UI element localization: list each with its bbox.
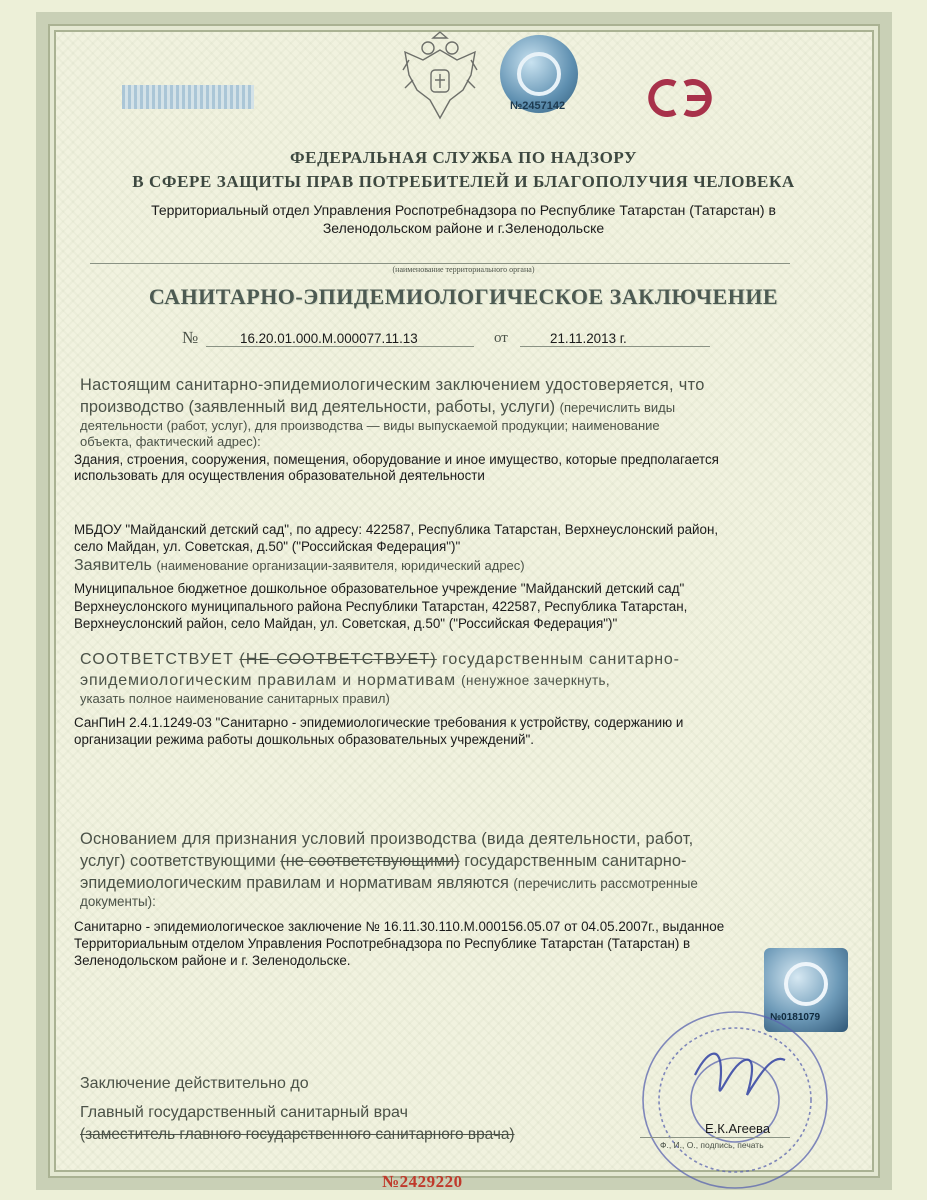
activity-line2: использовать для осуществления образовательной деятельности — [74, 468, 485, 483]
applicant-line3: Верхнеуслонский район, село Майдан, ул. Советская, д.50" ("Российская Федерация")" — [74, 616, 618, 631]
territorial-caption: (наименование территориального органа) — [392, 265, 535, 274]
intro-line3: деятельности (работ, услуг), для производства — виды выпускаемой продукции; наименование — [80, 418, 660, 433]
agency-name-line1: ФЕДЕРАЛЬНАЯ СЛУЖБА ПО НАДЗОРУ — [289, 148, 638, 167]
conformity-line2-note: (ненужное зачеркнуть, — [461, 673, 611, 688]
basis-doc-line3: Зеленодольском районе и г. Зеленодольске. — [74, 953, 351, 968]
conformity-line2 — [80, 672, 610, 690]
basis-line3 — [80, 874, 698, 893]
form-serial-number: №2429220 — [382, 1172, 463, 1191]
chief-doctor-label: Главный государственный санитарный врач — [80, 1104, 408, 1121]
not-complies-text: (НЕ СООТВЕТСТВУЕТ) — [239, 651, 437, 668]
conformity-line1 — [80, 651, 680, 669]
signer-caption: Ф., И., О., подпись, печать — [660, 1140, 764, 1150]
conformity-line3: указать полное наименование санитарных правил) — [80, 691, 390, 706]
territorial-underline — [90, 263, 790, 264]
basis-line2 — [80, 852, 686, 871]
hologram-top-code: №2457142 — [510, 100, 566, 112]
intro-line2-note: (перечислить виды — [559, 400, 676, 415]
applicant-line2: Верхнеуслонского муниципального района Республики Татарстан, 422587, Республика Татарстан, — [74, 599, 688, 614]
date-underline — [520, 346, 710, 347]
rules-line2: организации режима работы дошкольных образовательных учреждений". — [74, 732, 534, 747]
applicant-note: (наименование организации-заявителя, юридический адрес) — [156, 558, 525, 573]
complies-text: СООТВЕТСТВУЕТ — [80, 651, 235, 668]
valid-until-label: Заключение действительно до — [80, 1075, 309, 1092]
official-stamp-icon — [635, 1005, 835, 1195]
basis-doc-line1: Санитарно - эпидемиологическое заключение № 16.11.30.110.M.000156.05.07 от 04.05.2007г., выданное — [74, 919, 725, 934]
basis-line3-note: (перечислить рассмотренные — [513, 876, 698, 891]
basis-line2-a: услуг) соответствующими — [80, 852, 276, 870]
signer-name: Е.К.Агеева — [705, 1121, 771, 1136]
signer-underline — [640, 1137, 790, 1138]
document-date: 21.11.2013 г. — [550, 331, 627, 346]
serial-strip — [122, 85, 254, 109]
intro-line1: Настоящим санитарно-эпидемиологическим заключением удостоверяется, что — [80, 376, 705, 394]
territorial-line2: Зеленодольском районе и г.Зеленодольске — [322, 220, 605, 236]
applicant-row — [74, 557, 525, 575]
intro-line4: объекта, фактический адрес): — [80, 434, 261, 449]
hologram-bottom-logo-icon — [784, 962, 828, 1006]
hologram-bottom-code: №0181079 — [770, 1012, 821, 1023]
hologram-logo-icon — [517, 52, 561, 96]
date-prefix: от — [494, 330, 508, 346]
activity-line1: Здания, строения, сооружения, помещения, оборудование и иное имущество, которые предполагается — [74, 452, 719, 467]
document-title: САНИТАРНО-ЭПИДЕМИОЛОГИЧЕСКОЕ ЗАКЛЮЧЕНИЕ — [148, 284, 779, 309]
coat-of-arms-icon — [395, 30, 485, 130]
applicant-line1: Муниципальное бюджетное дошкольное образовательное учреждение "Майданский детский сад" — [74, 581, 685, 596]
basis-line1: Основанием для признания условий производства (вида деятельности, работ, — [80, 830, 694, 848]
number-prefix: № — [182, 328, 199, 347]
basis-line4: документы): — [80, 894, 156, 909]
deputy-struck-label: (заместитель главного государственного санитарного врача) — [80, 1126, 515, 1143]
basis-line3-main: эпидемиологическим правилам и нормативам являются — [80, 874, 509, 892]
basis-line2-b: государственным санитарно- — [464, 852, 687, 870]
number-underline — [206, 346, 474, 347]
conformity-rest: государственным санитарно- — [442, 651, 680, 668]
conformity-line2-main: эпидемиологическим правилам и нормативам — [80, 672, 456, 689]
intro-line2 — [80, 398, 675, 417]
se-mark-logo — [640, 74, 720, 122]
territorial-line1: Территориальный отдел Управления Роспотребнадзора по Республике Татарстан (Татарстан) в — [151, 202, 776, 218]
document-number: 16.20.01.000.M.000077.11.13 — [240, 331, 418, 346]
basis-line2-strike: (не соответствующими) — [280, 852, 460, 870]
intro-line2-main: производство (заявленный вид деятельности, работы, услуги) — [80, 398, 556, 416]
facility-line1: МБДОУ "Майданский детский сад", по адресу: 422587, Республика Татарстан, Верхнеуслонский район, — [74, 522, 719, 537]
facility-line2: село Майдан, ул. Советская, д.50" ("Российская Федерация")" — [74, 539, 461, 554]
basis-doc-line2: Территориальным отделом Управления Роспотребнадзора по Республике Татарстан (Татарстан) в — [74, 936, 691, 951]
agency-name-line2: В СФЕРЕ ЗАЩИТЫ ПРАВ ПОТРЕБИТЕЛЕЙ И БЛАГОПОЛУЧИЯ ЧЕЛОВЕКА — [132, 172, 795, 191]
applicant-label: Заявитель — [74, 557, 152, 574]
rules-line1: СанПиН 2.4.1.1249-03 "Санитарно - эпидемиологические требования к устройству, содержанию и — [74, 715, 684, 730]
